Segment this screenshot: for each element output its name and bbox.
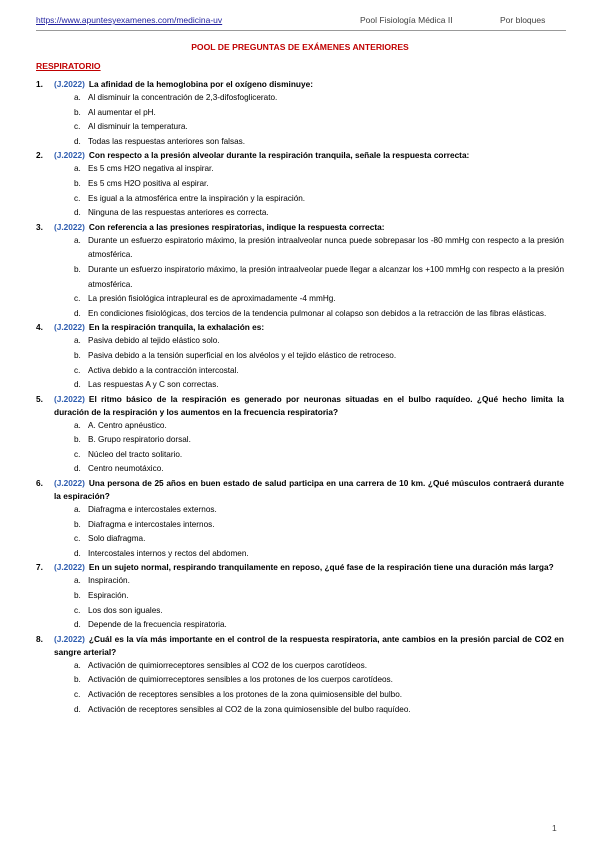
- answer-option-text: Activación de receptores sensibles al CO2 de la zona quimiosensible del bulbo raquídeo.: [88, 704, 411, 714]
- answer-option: [54, 462, 564, 477]
- answer-option: [54, 433, 564, 448]
- question-text: En la respiración tranquila, la exhalación es:: [88, 322, 265, 333]
- answer-option-letter: d.: [74, 464, 81, 474]
- answer-option: [54, 177, 564, 192]
- answer-option: [54, 162, 564, 177]
- answer-option-text: Activa debido a la contracción intercostal.: [88, 365, 239, 375]
- question-text: El ritmo básico de la respiración es generado por neuronas situadas en el bulbo raquídeo. ¿Qué hecho limita la duración de la respiración y los aumentos en la frecuencia respiratoria?: [54, 393, 564, 417]
- question-stem: [54, 477, 564, 503]
- answer-option-text: Núcleo del tracto solitario.: [88, 449, 183, 459]
- answer-option-letter: a.: [74, 505, 81, 515]
- answer-option-letter: b.: [74, 350, 81, 360]
- question-item: [34, 78, 564, 149]
- answer-option: [54, 307, 564, 322]
- answer-option-letter: b.: [74, 107, 81, 117]
- question-item: [34, 149, 564, 220]
- answer-option: [54, 263, 564, 292]
- question-exam-tag: (J.2022): [54, 150, 85, 161]
- answer-option: [54, 378, 564, 393]
- question-text: ¿Cuál es la vía más importante en el control de la respuesta respiratoria, ante cambios en la presión parcial de CO2 en sangre arterial?: [54, 633, 564, 657]
- answer-option-text: Durante un esfuerzo inspiratorio máximo, la presión intraalveolar puede llegar a alcanzar los +100 mmHg con respecto a la presión atmosférica.: [88, 264, 564, 289]
- answer-option-text: Depende de la frecuencia respiratoria.: [88, 620, 227, 630]
- answer-option-text: Activación de quimiorreceptores sensibles a los protones de los cuerpos carotídeos.: [88, 675, 393, 685]
- answer-option-text: Durante un esfuerzo espiratorio máximo, la presión intraalveolar nunca puede sobrepasar los -80 mmHg con respecto a la presión atmosférica.: [88, 235, 564, 260]
- question-stem: [54, 78, 564, 91]
- question-text: Con respecto a la presión alveolar durante la respiración tranquila, señale la respuesta correcta:: [88, 150, 470, 161]
- question-number: 6.: [36, 478, 43, 489]
- answer-option-text: Es 5 cms H2O positiva al espirar.: [88, 178, 209, 188]
- answer-option-letter: d.: [74, 380, 81, 390]
- answer-option-text: Las respuestas A y C son correctas.: [88, 380, 219, 390]
- answer-option-letter: a.: [74, 336, 81, 346]
- answer-option: [54, 503, 564, 518]
- page-title: POOL DE PREGUNTAS DE EXÁMENES ANTERIORES: [191, 42, 409, 52]
- question-stem: [54, 633, 564, 659]
- question-item: [34, 393, 564, 477]
- answer-option: [54, 604, 564, 619]
- answer-option-letter: a.: [74, 660, 81, 670]
- answer-option-letter: a.: [74, 576, 81, 586]
- question-exam-tag: (J.2022): [54, 393, 85, 404]
- answer-option-text: Ninguna de las respuestas anteriores es correcta.: [88, 208, 269, 218]
- answer-option-letter: d.: [74, 136, 81, 146]
- header-doc-title: Pool Fisiología Médica II: [360, 15, 453, 25]
- answer-option-letter: a.: [74, 164, 81, 174]
- question-item: [34, 561, 564, 632]
- header-divider: [36, 30, 566, 31]
- answer-option: [54, 91, 564, 106]
- answer-option-letter: d.: [74, 208, 81, 218]
- question-number: 4.: [36, 322, 43, 333]
- answer-option-text: Al disminuir la concentración de 2,3-difosfoglicerato.: [88, 93, 278, 102]
- answer-option-text: Al aumentar el pH.: [88, 107, 156, 117]
- question-item: [34, 321, 564, 392]
- question-stem: [54, 149, 564, 162]
- answer-option-text: Activación de receptores sensibles a los protones de la zona quimiosensible del bulbo.: [88, 690, 403, 699]
- answer-option: [54, 120, 564, 135]
- answer-option-letter: c.: [74, 690, 81, 699]
- section-heading: RESPIRATORIO: [36, 61, 101, 71]
- answer-option-text: Es 5 cms H2O negativa al inspirar.: [88, 164, 214, 174]
- answer-option-text: Pasiva debido a la tensión superficial en los alvéolos y el tejido elástico de retroceso.: [88, 350, 397, 360]
- answer-option-letter: c.: [74, 122, 81, 132]
- question-item: [34, 477, 564, 561]
- answer-option: [54, 618, 564, 633]
- answer-option: [54, 192, 564, 207]
- answer-option: [54, 206, 564, 221]
- answer-option: [54, 106, 564, 121]
- question-number: 8.: [36, 633, 43, 644]
- answer-option: [54, 364, 564, 379]
- question-text: Una persona de 25 años en buen estado de salud participa en una carrera de 10 km. ¿Qué músculos contraerá durante la espiración?: [54, 478, 564, 502]
- question-text: Con referencia a las presiones respiratorias, indique la respuesta correcta:: [88, 221, 385, 232]
- answer-option: [54, 532, 564, 547]
- answer-option-text: A. Centro apnéustico.: [88, 420, 167, 430]
- answer-option-letter: c.: [74, 193, 81, 203]
- answer-option-text: Es igual a la atmosférica entre la inspiración y la espiración.: [88, 193, 306, 203]
- question-number: 2.: [36, 150, 43, 161]
- answer-option-text: Todas las respuestas anteriores son falsas.: [88, 136, 246, 146]
- answer-option-letter: d.: [74, 548, 81, 558]
- answer-option: [54, 574, 564, 589]
- answer-option: [54, 703, 564, 718]
- answer-option-letter: c.: [74, 449, 81, 459]
- answer-option: [54, 234, 564, 263]
- answer-option-text: En condiciones fisiológicas, dos tercios de la tendencia pulmonar al colapso son debidos a la retracción de las fibras elásticas.: [88, 308, 547, 318]
- answer-option-text: Inspiración.: [88, 576, 130, 586]
- answer-option-letter: b.: [74, 178, 81, 188]
- answer-option-letter: d.: [74, 620, 81, 630]
- answer-option-text: Intercostales internos y rectos del abdomen.: [88, 548, 249, 558]
- answer-option-letter: a.: [74, 420, 81, 430]
- answer-option: [54, 419, 564, 434]
- question-exam-tag: (J.2022): [54, 562, 85, 573]
- answer-option: [54, 334, 564, 349]
- question-number: 3.: [36, 221, 43, 232]
- answer-option-letter: b.: [74, 519, 81, 529]
- answer-option: [54, 448, 564, 463]
- answer-option-text: Centro neumotáxico.: [88, 464, 164, 474]
- answer-option-text: Activación de quimiorreceptores sensibles al CO2 de los cuerpos carotídeos.: [88, 660, 367, 670]
- question-exam-tag: (J.2022): [54, 221, 85, 232]
- answer-option-letter: c.: [74, 365, 81, 375]
- answer-option-text: B. Grupo respiratorio dorsal.: [88, 435, 191, 445]
- header-url-link[interactable]: https://www.apuntesyexamenes.com/medicina-uv: [36, 15, 223, 25]
- question-exam-tag: (J.2022): [54, 322, 85, 333]
- answer-option: [54, 547, 564, 562]
- answer-option-text: Diafragma e intercostales externos.: [88, 505, 217, 515]
- answer-option-letter: d.: [74, 704, 81, 714]
- question-exam-tag: (J.2022): [54, 478, 85, 489]
- answer-option-letter: b.: [74, 675, 81, 685]
- answer-option-text: Solo diafragma.: [88, 534, 146, 544]
- answer-option: [54, 673, 564, 688]
- answer-option: [54, 518, 564, 533]
- answer-option-text: La presión fisiológica intrapleural es de aproximadamente -4 mmHg.: [88, 294, 336, 304]
- answer-option-letter: b.: [74, 264, 81, 274]
- answer-option-text: Espiración.: [88, 591, 129, 601]
- answer-option-letter: a.: [74, 93, 81, 102]
- header-section-mode: Por bloques: [500, 15, 546, 25]
- question-text: En un sujeto normal, respirando tranquilamente en reposo, ¿qué fase de la respiración tiene una duración más larga?: [88, 562, 554, 573]
- question-text: La afinidad de la hemoglobina por el oxígeno disminuye:: [88, 79, 313, 89]
- question-item: [34, 633, 564, 717]
- answer-option: [54, 688, 564, 703]
- answer-option-text: Pasiva debido al tejido elástico solo.: [88, 336, 220, 346]
- answer-option-text: Diafragma e intercostales internos.: [88, 519, 215, 529]
- answer-option-letter: c.: [74, 534, 81, 544]
- answer-option-text: Al disminuir la temperatura.: [88, 122, 188, 132]
- answer-option: [54, 589, 564, 604]
- question-number: 1.: [36, 79, 43, 89]
- question-exam-tag: (J.2022): [54, 633, 85, 644]
- answer-option-letter: a.: [74, 235, 81, 245]
- question-item: [34, 221, 564, 322]
- answer-option: [54, 349, 564, 364]
- question-number: 7.: [36, 562, 43, 573]
- answer-option-letter: b.: [74, 435, 81, 445]
- answer-option-text: Los dos son iguales.: [88, 605, 163, 615]
- answer-option-letter: c.: [74, 605, 81, 615]
- answer-option-letter: d.: [74, 308, 81, 318]
- answer-option: [54, 292, 564, 307]
- question-stem: [54, 561, 564, 574]
- answer-option-letter: c.: [74, 294, 81, 304]
- question-number: 5.: [36, 393, 43, 404]
- question-exam-tag: (J.2022): [54, 79, 85, 89]
- page-number: 1: [552, 823, 557, 833]
- question-list: [34, 78, 564, 717]
- question-stem: [54, 321, 564, 334]
- answer-option-letter: b.: [74, 591, 81, 601]
- question-stem: [54, 393, 564, 419]
- answer-option: [54, 659, 564, 674]
- answer-option: [54, 135, 564, 150]
- question-stem: [54, 221, 564, 234]
